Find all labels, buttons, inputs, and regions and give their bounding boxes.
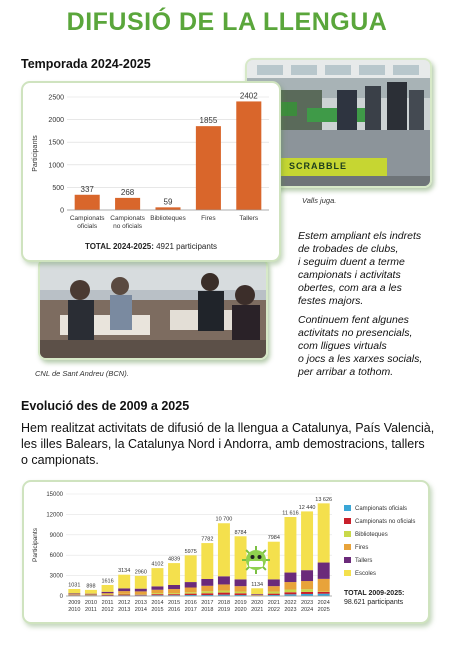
bar-total-label: 3134 <box>118 568 131 575</box>
y-tick-label: 2000 <box>48 117 64 125</box>
legend-label: Campionats no oficials <box>355 519 416 525</box>
bar-segment <box>284 573 296 583</box>
bar-segment <box>301 592 313 594</box>
legend-swatch <box>344 505 351 511</box>
bar-total-label: 4102 <box>151 561 164 568</box>
evolution-chart-card <box>22 480 430 624</box>
x-tick-label: 2023 <box>284 607 297 613</box>
bar-segment <box>235 579 247 586</box>
bar-segment <box>185 555 197 582</box>
bar-total-label: 1134 <box>251 581 264 588</box>
x-tick-label: Tallers <box>239 215 259 222</box>
legend-label: Campionats oficials <box>355 506 408 512</box>
bar-total-label: 5975 <box>184 548 197 555</box>
bar <box>236 101 261 210</box>
season-chart-card <box>21 81 281 262</box>
x-tick-label: 2024 <box>300 607 314 613</box>
y-tick-label: 500 <box>52 184 64 192</box>
bar-segment <box>102 585 114 592</box>
bar-total-label: 7984 <box>267 535 280 542</box>
bar-segment <box>118 595 130 596</box>
text-line: activitats no presencials, <box>298 327 413 339</box>
bar-segment <box>151 568 163 586</box>
text-line: com lligues virtuals <box>298 340 387 352</box>
season-total-label: TOTAL 2024-2025: <box>84 242 154 251</box>
bar-segment <box>102 593 114 594</box>
season-total-value: 4921 participants <box>156 242 218 251</box>
bar-value-label: 59 <box>163 197 173 207</box>
bar-segment <box>318 503 330 562</box>
bar-segment <box>235 592 247 594</box>
evolution-intro <box>21 420 446 468</box>
bar-value-label: 1855 <box>199 116 218 126</box>
text-line: o jocs a les xarxes socials, <box>298 353 423 365</box>
y-axis-label: Participants <box>32 528 39 562</box>
x-tick-label: 2012 <box>101 607 114 613</box>
bar-total-label: 11 616 <box>282 510 299 517</box>
legend-label: Escoles <box>355 571 377 577</box>
bar-segment <box>284 517 296 573</box>
bar-total-label: 10 700 <box>215 516 233 523</box>
bar-segment <box>185 582 197 587</box>
text-line: Continuem fent algunes <box>298 314 409 326</box>
legend-swatch <box>344 557 351 563</box>
bar-segment <box>218 523 230 576</box>
bar-segment <box>235 536 247 579</box>
bar-segment <box>218 591 230 593</box>
bar-segment <box>301 581 313 589</box>
bar <box>155 207 180 210</box>
x-tick-label: 2018 <box>217 600 231 606</box>
bar-segment <box>118 594 130 595</box>
x-tick-label: Campionats <box>110 215 145 222</box>
bar-segment <box>218 584 230 590</box>
x-tick-label: 2023 <box>300 600 314 606</box>
text-line: obertes, com ara a les <box>298 282 402 294</box>
bar-total-label: 12 440 <box>298 504 316 511</box>
bar-segment <box>68 589 80 593</box>
x-tick-label: 2014 <box>134 607 147 613</box>
intro-line: Hem realitzat activitats de difusió de la llengua a Catalunya, País Valencià, <box>21 421 435 435</box>
bar-segment <box>151 594 163 595</box>
x-tick-label: no oficials <box>113 223 143 230</box>
bar-segment <box>185 594 197 595</box>
season-bar-chart <box>23 83 279 243</box>
text-paragraph-2 <box>298 314 448 379</box>
bar-total-label: 13 626 <box>315 496 333 503</box>
bar-segment <box>284 582 296 589</box>
bar-segment <box>251 595 263 596</box>
bar-segment <box>218 576 230 584</box>
intro-line: o campionats. <box>21 453 99 467</box>
text-line: Estem ampliant els indrets <box>298 230 422 242</box>
bar-segment <box>135 589 147 592</box>
y-tick-label: 3000 <box>49 573 63 580</box>
bar-segment <box>135 576 147 589</box>
evolution-total <box>344 589 404 607</box>
season-total <box>23 242 279 251</box>
text-block <box>298 230 448 379</box>
bar-value-label: 2402 <box>239 91 258 101</box>
season-heading: Temporada 2024-2025 <box>21 57 151 71</box>
legend-swatch <box>344 518 351 524</box>
bar-segment <box>68 594 80 595</box>
page-title: DIFUSIÓ DE LA LLENGUA <box>66 8 388 36</box>
bar-segment <box>135 595 147 596</box>
bar-segment <box>102 592 114 593</box>
x-tick-label: 2011 <box>85 607 97 613</box>
legend-label: Biblioteques <box>355 532 388 538</box>
bar-segment <box>201 586 213 591</box>
evolution-total-value: 98.621 participants <box>344 599 404 606</box>
bar-segment <box>168 585 180 589</box>
bar-segment <box>168 593 180 594</box>
bar-segment <box>284 592 296 594</box>
bar-segment <box>251 588 263 594</box>
bar-segment <box>102 595 114 596</box>
intro-line: les illes Balears, la Catalunya Nord i Andorra, amb demostracions, tallers <box>21 437 425 451</box>
bar-segment <box>201 593 213 595</box>
y-axis-label: Participants <box>32 135 39 172</box>
virus-mascot-icon <box>242 546 270 574</box>
bar-segment <box>268 586 280 591</box>
x-tick-label: Biblioteques <box>150 215 186 222</box>
y-tick-label: 0 <box>59 594 63 600</box>
bar-value-label: 268 <box>120 187 135 197</box>
bar <box>75 195 100 210</box>
bar-segment <box>201 591 213 593</box>
x-tick-label: 2021 <box>251 607 264 613</box>
y-tick-label: 9000 <box>49 532 63 539</box>
text-line: i seguim duent a terme <box>298 256 405 268</box>
text-line: festes majors. <box>298 295 364 307</box>
bar-segment <box>201 543 213 579</box>
bar-segment <box>201 579 213 586</box>
bar <box>196 126 221 210</box>
photo-sant-andreu-caption: CNL de Sant Andreu (BCN). <box>35 369 129 378</box>
bar-segment <box>168 594 180 595</box>
bar-value-label: 337 <box>80 184 94 194</box>
bar-segment <box>118 575 130 589</box>
x-tick-label: 2013 <box>134 600 147 606</box>
x-tick-label: 2017 <box>201 600 214 606</box>
bar-segment <box>85 594 97 595</box>
scrabble-sign: SCRABBLE <box>289 161 348 171</box>
bar-segment <box>185 592 197 593</box>
x-tick-label: 2010 <box>84 600 98 606</box>
x-tick-label: 2016 <box>167 607 181 613</box>
bar-segment <box>268 592 280 594</box>
bar-total-label: 8784 <box>234 529 247 536</box>
bar-total-label: 1616 <box>101 578 114 585</box>
x-tick-label: 2015 <box>167 600 181 606</box>
photo-valls-caption: Valls juga. <box>302 196 337 205</box>
y-tick-label: 15000 <box>46 492 63 498</box>
bar-segment <box>135 594 147 595</box>
y-tick-label: 0 <box>60 207 64 215</box>
x-tick-label: 2014 <box>151 600 164 606</box>
text-paragraph-1 <box>298 230 448 308</box>
bar-segment <box>118 588 130 591</box>
bar-segment <box>235 593 247 595</box>
bar-segment <box>318 592 330 594</box>
bar-segment <box>151 593 163 594</box>
bar-segment <box>284 590 296 593</box>
bar-segment <box>118 591 130 594</box>
photo-sant-andreu <box>38 258 268 360</box>
legend-swatch <box>344 570 351 576</box>
y-tick-label: 12000 <box>46 512 63 519</box>
bar-segment <box>85 590 97 594</box>
x-tick-label: Fires <box>201 215 216 222</box>
text-line: campionats i activitats <box>298 269 401 281</box>
x-tick-label: 2017 <box>184 607 197 613</box>
x-tick-label: 2015 <box>151 607 164 613</box>
y-tick-label: 6000 <box>49 553 63 560</box>
bar-segment <box>151 586 163 589</box>
x-tick-label: 2021 <box>267 600 280 606</box>
bar-segment <box>301 511 313 570</box>
y-tick-label: 2500 <box>48 94 64 102</box>
legend-swatch <box>344 544 351 550</box>
bar-segment <box>168 589 180 593</box>
bar-segment <box>185 588 197 593</box>
evolution-total-label: TOTAL 2009-2025: <box>344 590 405 597</box>
x-tick-label: 2022 <box>284 600 297 606</box>
text-line: de trobades de clubs, <box>298 243 399 255</box>
bar-segment <box>268 594 280 595</box>
bar-segment <box>151 590 163 593</box>
bar-segment <box>135 591 147 594</box>
bar-segment <box>85 594 97 595</box>
bar-segment <box>68 593 80 594</box>
x-tick-label: 2009 <box>68 600 81 606</box>
bar-total-label: 7782 <box>201 536 214 543</box>
legend-swatch <box>344 531 351 537</box>
x-tick-label: Campionats <box>69 215 105 222</box>
x-tick-label: 2020 <box>234 607 247 613</box>
bar-segment <box>268 579 280 586</box>
bar-segment <box>251 594 263 595</box>
bar-segment <box>235 586 247 591</box>
x-tick-label: 2010 <box>68 607 81 613</box>
bar-segment <box>318 579 330 592</box>
x-tick-label: 2013 <box>118 607 131 613</box>
bar-segment <box>318 563 330 579</box>
x-tick-label: 2022 <box>267 607 280 613</box>
legend-label: Fires <box>355 545 369 551</box>
y-tick-label: 1000 <box>48 162 64 170</box>
x-tick-label: 2020 <box>251 600 264 606</box>
bar-total-label: 2960 <box>134 569 147 576</box>
x-tick-label: 2016 <box>184 600 197 606</box>
x-tick-label: 2011 <box>101 600 114 606</box>
photo-sant-andreu-image <box>40 260 266 358</box>
bar-segment <box>168 563 180 585</box>
x-tick-label: 2019 <box>217 607 231 613</box>
bar-total-label: 1031 <box>68 582 81 589</box>
x-tick-label: oficials <box>77 223 98 230</box>
bar-total-label: 4839 <box>167 556 181 563</box>
bar <box>115 198 140 210</box>
bar-segment <box>301 589 313 592</box>
x-tick-label: 2019 <box>234 600 247 606</box>
text-line: per arribar a tothom. <box>298 366 394 378</box>
x-tick-label: 2012 <box>118 600 131 606</box>
legend-label: Tallers <box>355 558 373 564</box>
x-tick-label: 2024 <box>317 600 330 606</box>
y-tick-label: 1500 <box>48 139 64 147</box>
x-tick-label: 2018 <box>201 607 214 613</box>
x-tick-label: 2025 <box>317 607 330 613</box>
bar-segment <box>301 570 313 581</box>
bar-segment <box>218 593 230 595</box>
bar-total-label: 898 <box>86 583 96 590</box>
evolution-heading: Evolució des de 2009 a 2025 <box>21 399 190 413</box>
